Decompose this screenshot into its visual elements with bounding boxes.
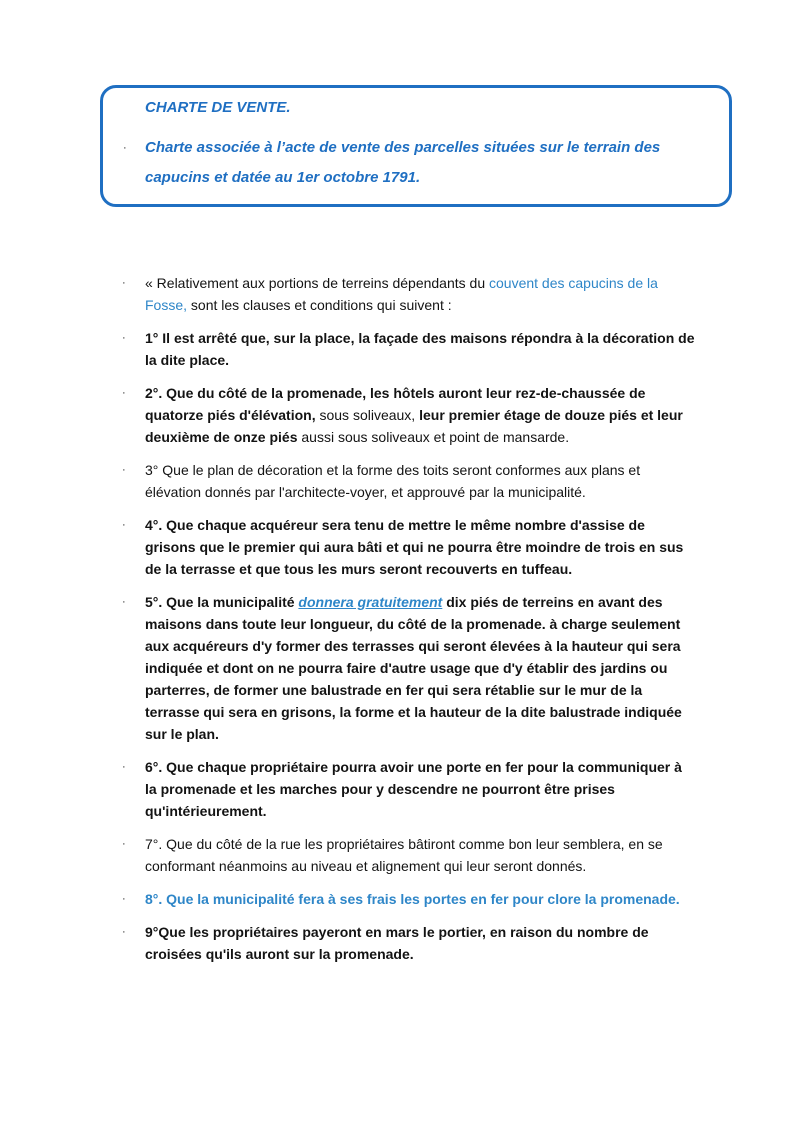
clauses-list xyxy=(100,272,697,976)
clause-text xyxy=(145,327,697,371)
text-segment: 9°Que les propriétaires payeront en mars le portier, en raison du nombre de croisées qu'ils auront sur la promenade. xyxy=(145,924,649,962)
bullet-marker: · xyxy=(122,464,126,476)
bullet-marker: · xyxy=(122,926,126,938)
text-segment: « Relativement aux portions de terreins dépendants du xyxy=(145,275,489,291)
bullet-marker: · xyxy=(122,761,126,773)
bullet-marker: · xyxy=(122,332,126,344)
list-item xyxy=(100,272,697,316)
callout-item-text: Charte associée à l’acte de vente des parcelles situées sur le terrain des capucins et datée au 1er octobre 1791. xyxy=(145,139,661,186)
text-segment: aussi sous soliveaux et point de mansarde. xyxy=(301,429,570,445)
text-segment: sous soliveaux, xyxy=(319,407,420,423)
text-segment: 2°. Que du côté de la promenade, les hôtels auront leur rez-de-chaussée de quatorze piés d'élévation, xyxy=(145,385,646,423)
clause-text xyxy=(145,514,697,580)
list-item xyxy=(100,327,697,371)
donnera-gratuitement-link[interactable]: donnera gratuitement xyxy=(298,594,443,610)
text-segment: couvent des capucins de la Fosse, xyxy=(145,275,658,313)
list-item xyxy=(100,591,697,745)
list-item xyxy=(100,514,697,580)
bullet-marker: · xyxy=(122,277,126,289)
clause-text xyxy=(145,888,697,910)
text-segment: sont les clauses et conditions qui suivent : xyxy=(187,297,452,313)
text-segment: 3° Que le plan de décoration et la forme des toits seront conformes aux plans et élévation donnés par l'architecte-voyer, et approuvé par la municipalité. xyxy=(145,462,641,500)
list-item xyxy=(100,459,697,503)
list-item xyxy=(100,756,697,822)
clause-text xyxy=(145,591,697,745)
list-item xyxy=(100,833,697,877)
list-item xyxy=(100,888,697,910)
list-item xyxy=(100,382,697,448)
text-segment: 6°. Que chaque propriétaire pourra avoir une porte en fer pour la communiquer à la promenade et les marches pour y descendre ne pourront être prises qu'intérieurement. xyxy=(145,759,682,819)
bullet-marker: · xyxy=(122,596,126,608)
bullet-marker: · xyxy=(122,519,126,531)
text-segment: 5°. Que la municipalité xyxy=(145,594,299,610)
bullet-marker: · xyxy=(122,893,126,905)
bullet-marker: · xyxy=(122,838,126,850)
text-segment: 1° Il est arrêté que, sur la place, la façade des maisons répondra à la décoration de la dite place. xyxy=(145,330,695,368)
text-segment: 8°. Que la municipalité fera à ses frais les portes en fer pour clore la promenade. xyxy=(145,891,680,907)
callout-bullet-item xyxy=(103,133,705,193)
clause-text xyxy=(145,921,697,965)
text-segment: 7°. Que du côté de la rue les propriétaires bâtiront comme bon leur semblera, en se conformant néanmoins au niveau et alignement qui leur seront donnés. xyxy=(145,836,663,874)
callout-title: CHARTE DE VENTE. xyxy=(145,99,291,116)
bullet-marker: · xyxy=(122,387,126,399)
text-segment: leur premier étage de douze piés et leur deuxième de onze piés xyxy=(145,407,683,445)
bullet-marker: · xyxy=(123,142,127,154)
clause-text xyxy=(145,833,697,877)
list-item xyxy=(100,921,697,965)
clause-text xyxy=(145,382,697,448)
charte-callout-box xyxy=(100,85,732,207)
text-segment: dix piés de terreins en avant des maisons dans toute leur longueur, du côté de la promenade. à charge seulement aux acquéreurs d'y former des terrasses qui seront élevées à la hauteur qui sera indiquée et dont on ne pourra faire d'autre usage que d'y établir des jardins ou parterres, de former une balustrade en fer qui sera rétablie sur le mur de la terrasse qui sera en grisons, la forme et la hauteur de la dite balustrade indiquée sur le plan. xyxy=(145,594,682,742)
text-segment: 4°. Que chaque acquéreur sera tenu de mettre le même nombre d'assise de grisons que le premier qui aura bâti et qui ne pourra être moindre de trois en sus de la terrasse et que tous les murs seront recouverts en tuffeau. xyxy=(145,517,684,577)
clause-text xyxy=(145,459,697,503)
clause-text xyxy=(145,756,697,822)
clause-text xyxy=(145,272,697,316)
